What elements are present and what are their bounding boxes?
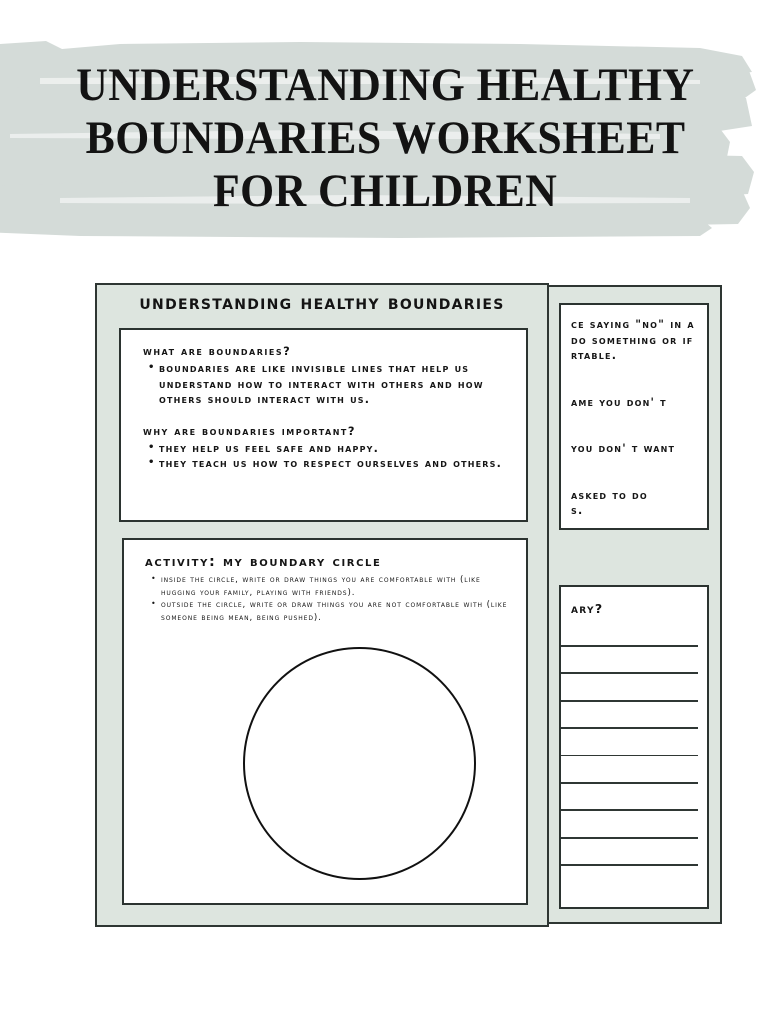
- practice-saying-no-box: [559, 303, 709, 530]
- what-are-boundaries-list: [143, 361, 514, 408]
- clipped-line: ce saying "no" in a: [571, 318, 695, 331]
- writing-line[interactable]: [561, 727, 698, 729]
- worksheet-page-right: [545, 285, 722, 924]
- why-important-list: [143, 441, 514, 472]
- clipped-line-gap: [571, 472, 746, 488]
- title-line-3: FOR CHILDREN: [213, 164, 558, 217]
- clipped-line-gap: [571, 457, 746, 473]
- title-line-2: BOUNDARIES WORKSHEET: [85, 111, 686, 164]
- worksheet-page-left: [95, 283, 549, 927]
- writing-line[interactable]: [561, 700, 698, 702]
- reflection-question-heading: ary?: [571, 601, 604, 616]
- what-are-boundaries-heading: what are boundaries?: [143, 344, 292, 358]
- writing-line[interactable]: [561, 672, 698, 674]
- worksheet-heading: understanding healthy boundaries: [139, 291, 505, 314]
- boundary-circle[interactable]: [243, 647, 476, 880]
- why-important-heading: why are boundaries important?: [143, 423, 357, 438]
- clipped-line: you don' t want: [571, 442, 676, 455]
- list-item: • outside the circle, write or draw things you are not comfortable with (like someone being mean, being pushed).: [161, 599, 512, 624]
- writing-lines-group: [561, 645, 707, 892]
- activity-content: [145, 552, 512, 624]
- list-item: • boundaries are like invisible lines that help us understand how to interact with others and how others should interact with us.: [159, 361, 514, 408]
- clipped-line-gap: [571, 364, 746, 380]
- activity-box: [122, 538, 528, 905]
- title-line-1: UNDERSTANDING HEALTHY: [76, 58, 695, 111]
- clipped-line: ame you don' t: [571, 395, 667, 409]
- writing-line[interactable]: [561, 755, 698, 757]
- boundaries-info-content: [143, 343, 514, 472]
- clipped-line: s.: [571, 504, 584, 517]
- clipped-line: do something or if: [571, 333, 694, 347]
- list-item: • they help us feel safe and happy.: [159, 441, 514, 457]
- writing-line[interactable]: [561, 864, 698, 866]
- writing-line[interactable]: [561, 645, 698, 647]
- list-item: • inside the circle, write or draw things you are comfortable with (like hugging your family, playing with friends).: [161, 574, 512, 599]
- reflection-question-box: [559, 585, 709, 909]
- list-item: • they teach us how to respect ourselves and others.: [159, 456, 514, 472]
- writing-line[interactable]: [561, 782, 698, 784]
- activity-instruction-list: [145, 574, 512, 624]
- clipped-line: asked to do: [571, 488, 648, 502]
- clipped-line-gap: [571, 410, 746, 426]
- clipped-line-gap: [571, 379, 746, 395]
- activity-heading: activity: my boundary circle: [145, 554, 382, 570]
- clipped-line-gap: [571, 426, 746, 442]
- clipped-line: rtable.: [571, 349, 618, 362]
- writing-line[interactable]: [561, 837, 698, 839]
- boundaries-info-box: [119, 328, 528, 522]
- writing-line[interactable]: [561, 809, 698, 811]
- practice-saying-no-clipped-text: [571, 317, 746, 519]
